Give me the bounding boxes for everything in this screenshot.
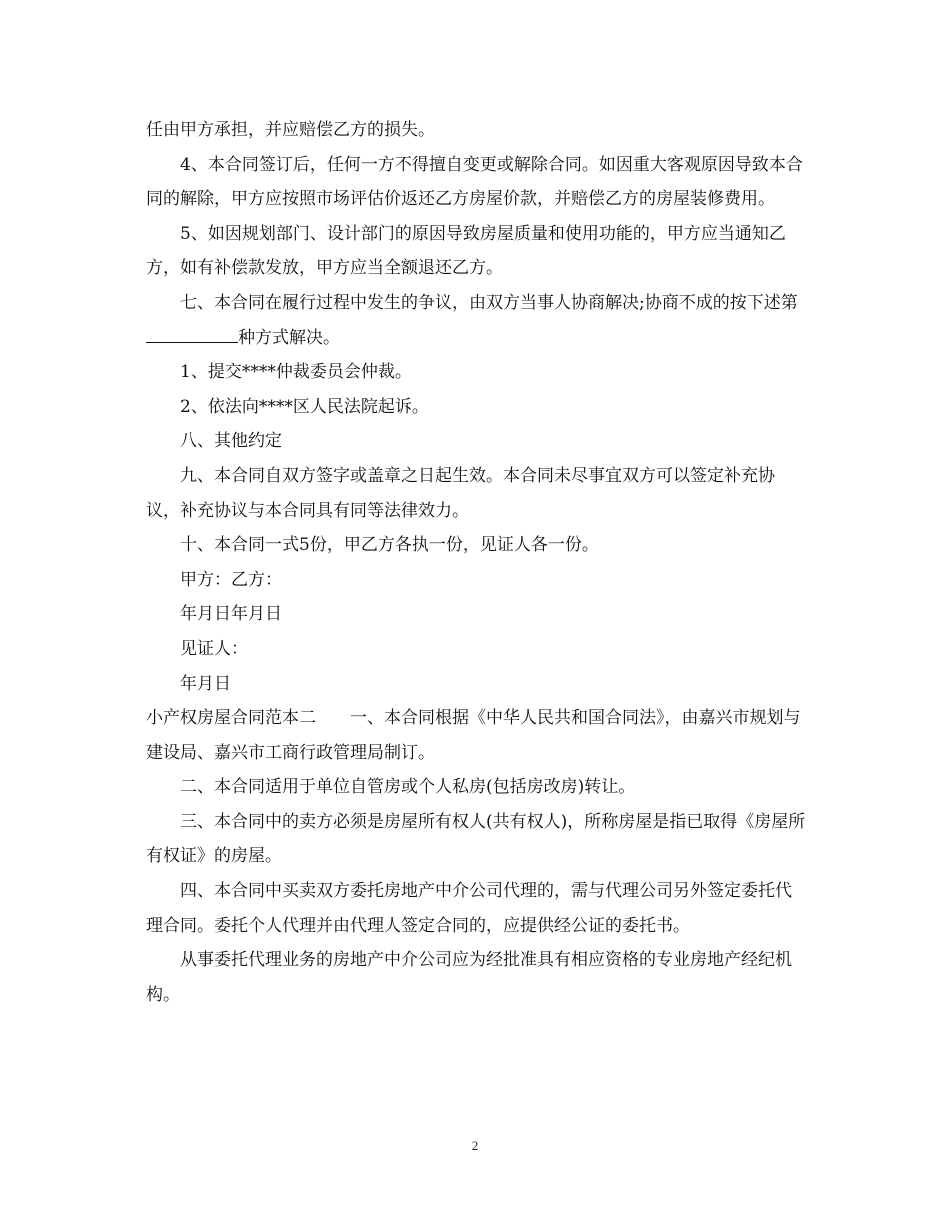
paragraph: 四、本合同中买卖双方委托房地产中介公司代理的，需与代理公司另外签定委托代理合同。委托个人代理并由代理人签定合同的，应提供经公证的委托书。 <box>146 881 792 936</box>
paragraph: 二、本合同适用于单位自管房或个人私房(包括房改房)转让。 <box>180 777 636 798</box>
paragraph: 从事委托代理业务的房地产中介公司应为经批准具有相应资格的专业房地产经纪机构。 <box>146 950 792 1005</box>
paragraph: 1、提交****仲裁委员会仲裁。 <box>180 362 412 383</box>
paragraph: 十、本合同一式5份，甲乙方各执一份，见证人各一份。 <box>180 535 599 556</box>
paragraph-text: 一、本合同根据《中华人民共和国合同法》，由嘉兴市规划与建设局、嘉兴市工商行政管理局制订。 <box>146 708 801 763</box>
signature-dates: 年月日年月日 <box>180 604 282 625</box>
paragraph: 任由甲方承担，并应赔偿乙方的损失。 <box>146 120 435 140</box>
paragraph: 4、本合同签订后，任何一方不得擅自变更或解除合同。如因重大客观原因导致本合同的解除，甲方应按照市场评估价返还乙方房屋价款，并赔偿乙方的房屋装修费用。 <box>146 154 803 210</box>
paragraph: 八、其他约定 <box>180 431 282 452</box>
paragraph: 2、依法向****区人民法院起诉。 <box>180 396 429 417</box>
document-body <box>146 113 806 1012</box>
witness-label: 见证人： <box>180 638 248 659</box>
paragraph-dispute-resolution <box>146 286 806 355</box>
paragraph: 九、本合同自双方签字或盖章之日起生效。本合同未尽事宜双方可以签定补充协议，补充协议与本合同具有同等法律效力。 <box>146 465 775 521</box>
section-title: 小产权房屋合同范本二 <box>146 708 316 729</box>
paragraph-text: 种方式解决。 <box>238 327 340 348</box>
section-two-intro <box>146 701 806 770</box>
page-number: 2 <box>471 1138 479 1153</box>
paragraph: 三、本合同中的卖方必须是房屋所有权人(共有权人)，所称房屋是指已取得《房屋所有权证》的房屋。 <box>146 811 806 867</box>
fill-in-blank <box>146 328 238 343</box>
witness-date: 年月日 <box>180 673 231 694</box>
signature-parties: 甲方：乙方： <box>180 569 282 590</box>
paragraph-text: 七、本合同在履行过程中发生的争议，由双方当事人协商解决;协商不成的按下述第 <box>180 292 798 313</box>
paragraph: 5、如因规划部门、设计部门的原因导致房屋质量和使用功能的，甲方应当通知乙方，如有补偿款发放，甲方应当全额退还乙方。 <box>146 223 786 279</box>
